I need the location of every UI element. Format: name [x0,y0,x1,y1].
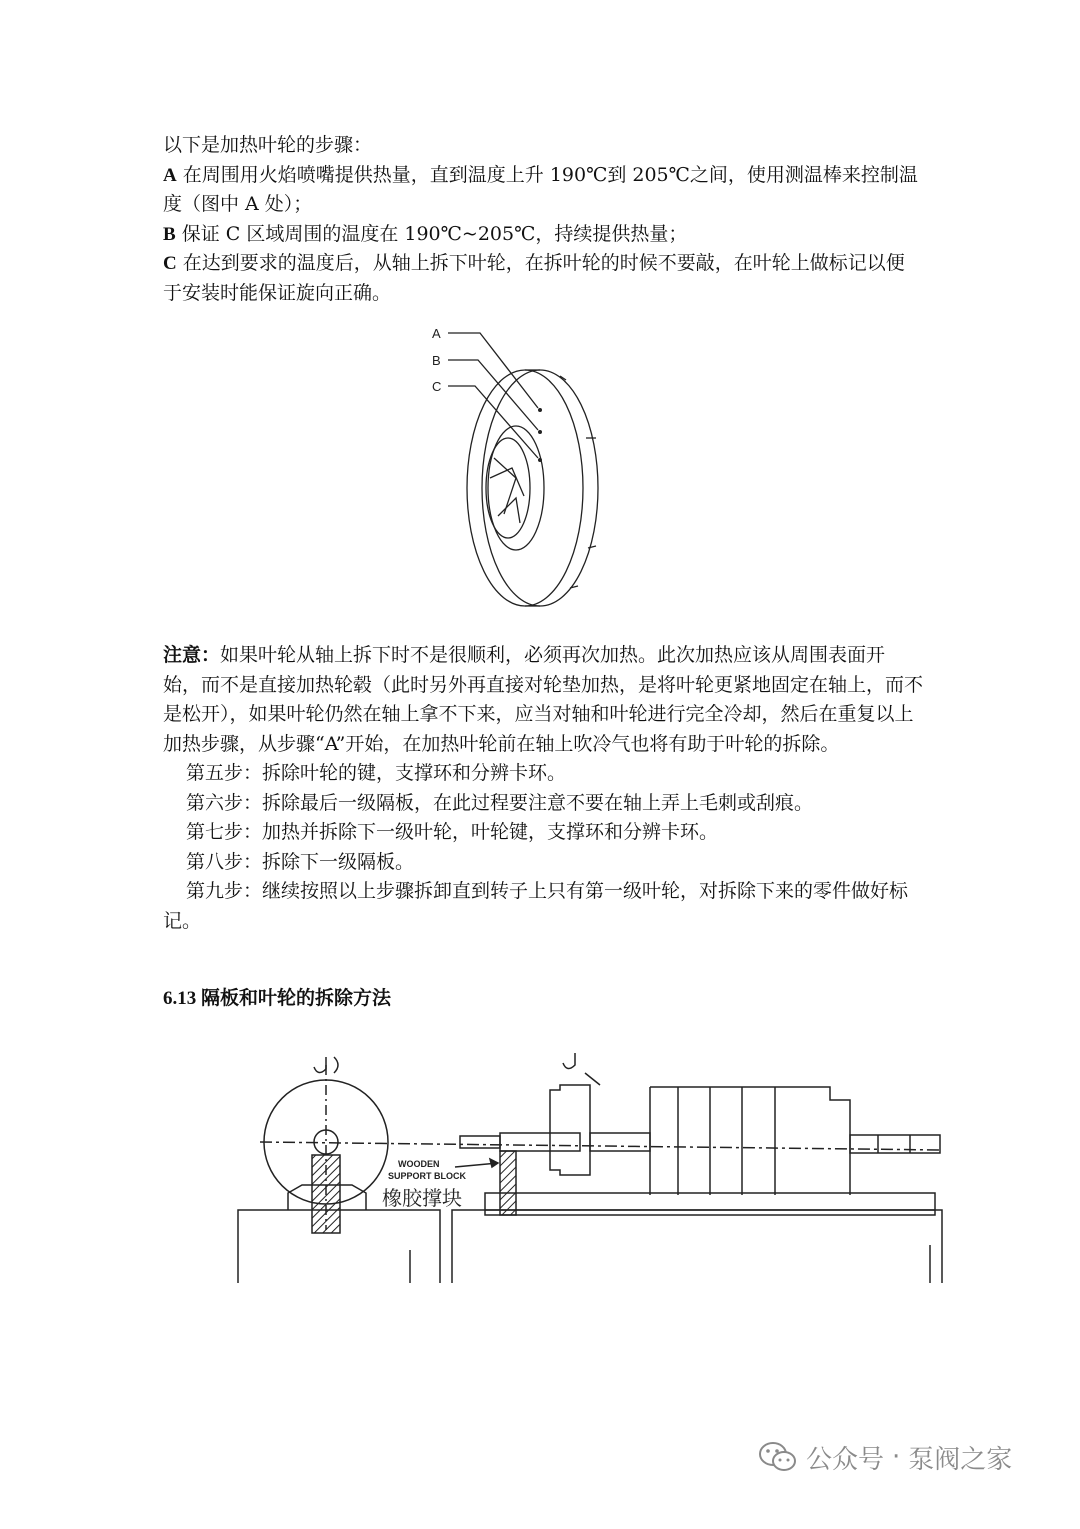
watermark-name: 泵阀之家 [908,1444,1013,1475]
watermark-separator: · [892,1442,901,1472]
figure1-label-b: B [432,353,441,368]
wechat-icon [758,1440,798,1474]
step-c-label: C [163,253,177,274]
step-c-text: 在达到要求的温度后，从轴上拆下叶轮，在拆叶轮的时候不要敲，在叶轮上做标记以便于安装时能保证旋向正确。 [163,252,905,304]
figure1-label-a: A [432,326,441,341]
section-heading: 6.13 隔板和叶轮的拆除方法 [163,988,392,1009]
notes-and-steps [163,641,923,936]
impeller-figure [420,318,620,608]
note-text: 如果叶轮从轴上拆下时不是很顺利，必须再次加热。此次加热应该从周围表面开始，而不是直接加热轮毂（此时另外再直接对轮垫加热，是将叶轮更紧地固定在轴上，而不是松开），如果叶轮仍然在轴上拿不下来，应当对轴和叶轮进行完全冷却，然后在重复以上加热步骤，从步骤“A”开始，在加热叶轮前在轴上吹冷气也将有助于叶轮的拆除。 [163,644,924,755]
step-seven: 第七步：加热并拆除下一级叶轮，叶轮键，支撑环和分辨卡环。 [186,821,719,843]
step-c [163,249,923,308]
support-block-label: SUPPORT BLOCK [388,1171,467,1181]
watermark [758,1435,1012,1479]
step-b-label: B [163,223,176,245]
steps-intro: 以下是加热叶轮的步骤： [163,134,373,156]
impeller-front-disk [467,370,583,606]
note-paragraph [163,641,923,759]
figure1-label-c: C [432,379,442,394]
impeller-eye-ring [488,426,544,550]
left-support-block [312,1155,340,1233]
heating-steps [163,131,923,308]
wooden-support-block [500,1151,516,1215]
watermark-prefix: 公众号 [806,1444,885,1475]
step-a [163,161,923,220]
rotor-body [650,1087,850,1195]
step-five: 第五步：拆除叶轮的键，支撑环和分辨卡环。 [186,762,567,784]
step-a-label: A [163,164,177,186]
step-nine: 第九步：继续按照以上步骤拆卸直到转子上只有第一级叶轮，对拆除下来的零件做好标记。 [163,880,909,932]
removal-setup-figure [230,1045,950,1285]
note-label: 注意： [163,645,221,666]
impeller-back-disk [482,370,598,606]
step-b-text: 保证 C 区域周围的温度在 190℃~205℃，持续提供热量； [175,222,688,245]
step-six: 第六步：拆除最后一级隔板，在此过程要注意不要在轴上弄上毛刺或刮痕。 [186,791,814,814]
step-eight: 第八步：拆除下一级隔板。 [186,850,415,873]
step-a-text: 在周围用火焰喷嘴提供热量，直到温度上升 190℃到 205℃之间，使用测温棒来控制温度（图中 A 处）； [163,163,918,215]
handwritten-annotation: 橡胶撑块 [382,1188,462,1210]
wooden-label: WOODEN [398,1159,440,1169]
step-b [163,220,923,250]
right-bench [452,1210,942,1283]
